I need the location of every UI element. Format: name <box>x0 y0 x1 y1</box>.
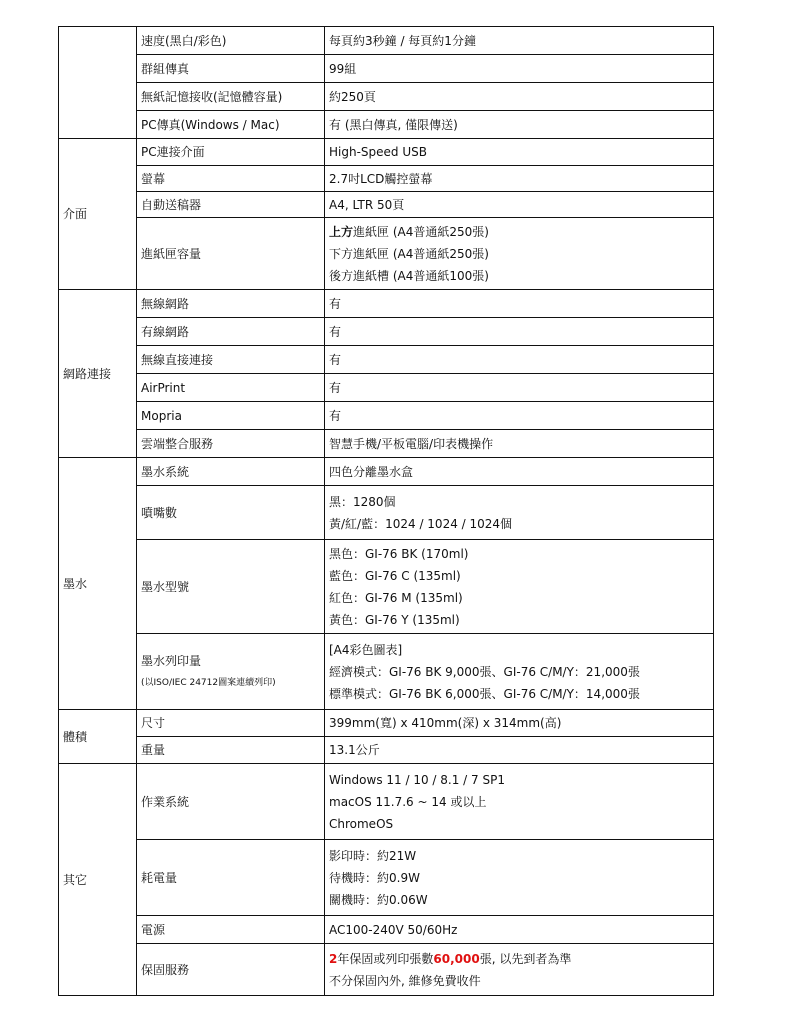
row-label-wired: 有線網路 <box>137 318 325 346</box>
row-value-supply: AC100-240V 50/60Hz <box>325 916 714 944</box>
ink-yield-label: 墨水列印量 <box>141 653 202 668</box>
row-value-nozzles <box>325 486 714 540</box>
row-label-ink-system: 墨水系統 <box>137 458 325 486</box>
warranty-pages: 60,000 <box>433 951 480 966</box>
row-value-cloud: 智慧手機/平板電腦/印表機操作 <box>325 430 714 458</box>
ink-yield-note: (以ISO/IEC 24712圖案連續列印) <box>141 677 276 688</box>
table-row <box>59 944 714 996</box>
ink-model-cyan: 藍色：GI-76 C (135ml) <box>329 568 461 583</box>
table-row <box>59 166 714 192</box>
row-value-group-fax: 99組 <box>325 55 714 83</box>
warranty-years: 2 <box>329 951 338 966</box>
row-value-pc-fax: 有 (黑白傳真, 僅限傳送) <box>325 111 714 139</box>
table-row <box>59 458 714 486</box>
table-row <box>59 290 714 318</box>
row-value-ink-yield <box>325 634 714 710</box>
row-label-pc-fax: PC傳真(Windows / Mac) <box>137 111 325 139</box>
row-label-size: 尺寸 <box>137 710 325 737</box>
power-off: 關機時：約0.06W <box>329 892 428 907</box>
table-row <box>59 346 714 374</box>
row-label-wireless: 無線網路 <box>137 290 325 318</box>
os-macos: macOS 11.7.6 ~ 14 或以上 <box>329 794 487 809</box>
table-row <box>59 430 714 458</box>
row-value-pc-interface: High-Speed USB <box>325 139 714 166</box>
row-label-adf: 自動送稿器 <box>137 192 325 218</box>
row-label-warranty: 保固服務 <box>137 944 325 996</box>
ink-model-yellow: 黃色：GI-76 Y (135ml) <box>329 612 460 627</box>
row-value-screen: 2.7吋LCD觸控螢幕 <box>325 166 714 192</box>
warranty-text-2: 張, 以先到者為準 <box>479 951 572 966</box>
ink-model-black: 黑色：GI-76 BK (170ml) <box>329 546 469 561</box>
category-interface: 介面 <box>59 139 137 290</box>
table-row <box>59 840 714 916</box>
warranty-line-1 <box>329 948 709 970</box>
row-label-direct: 無線直接連接 <box>137 346 325 374</box>
row-value-speed: 每頁約3秒鐘 / 每頁約1分鐘 <box>325 27 714 55</box>
table-row <box>59 764 714 840</box>
table-row <box>59 634 714 710</box>
table-row <box>59 27 714 55</box>
row-label-ink-yield <box>137 634 325 710</box>
ink-model-magenta: 紅色：GI-76 M (135ml) <box>329 590 463 605</box>
table-row <box>59 737 714 764</box>
category-other: 其它 <box>59 764 137 996</box>
row-label-mopria: Mopria <box>137 402 325 430</box>
ink-yield-chart: [A4彩色圖表] <box>329 642 403 657</box>
row-label-pc-interface: PC連接介面 <box>137 139 325 166</box>
table-row <box>59 218 714 290</box>
category-network: 網路連接 <box>59 290 137 458</box>
tray-top-bold: 上方 <box>329 224 354 239</box>
ink-yield-standard: 標準模式：GI-76 BK 6,000張、GI-76 C/M/Y：14,000張 <box>329 686 640 701</box>
row-label-weight: 重量 <box>137 737 325 764</box>
os-windows: Windows 11 / 10 / 8.1 / 7 SP1 <box>329 772 505 787</box>
row-value-ink-model <box>325 540 714 634</box>
row-value-power <box>325 840 714 916</box>
table-row <box>59 374 714 402</box>
table-row <box>59 710 714 737</box>
row-value-ink-system: 四色分離墨水盒 <box>325 458 714 486</box>
row-label-supply: 電源 <box>137 916 325 944</box>
row-value-os <box>325 764 714 840</box>
row-value-mopria: 有 <box>325 402 714 430</box>
row-value-wireless: 有 <box>325 290 714 318</box>
row-label-nozzles: 噴嘴數 <box>137 486 325 540</box>
ink-yield-eco: 經濟模式：GI-76 BK 9,000張、GI-76 C/M/Y：21,000張 <box>329 664 640 679</box>
table-row <box>59 486 714 540</box>
power-copy: 影印時：約21W <box>329 848 417 863</box>
table-row <box>59 111 714 139</box>
table-row <box>59 318 714 346</box>
row-label-cloud: 雲端整合服務 <box>137 430 325 458</box>
tray-bottom: 下方進紙匣 (A4普通紙250張) <box>329 246 489 261</box>
row-label-airprint: AirPrint <box>137 374 325 402</box>
table-row <box>59 540 714 634</box>
power-standby: 待機時：約0.9W <box>329 870 420 885</box>
row-value-size: 399mm(寬) x 410mm(深) x 314mm(高) <box>325 710 714 737</box>
row-value-adf: A4, LTR 50頁 <box>325 192 714 218</box>
table-row <box>59 192 714 218</box>
spec-table <box>58 26 714 996</box>
row-label-group-fax: 群組傳真 <box>137 55 325 83</box>
row-value-airprint: 有 <box>325 374 714 402</box>
row-value-paperless: 約250頁 <box>325 83 714 111</box>
nozzles-black: 黑：1280個 <box>329 494 396 509</box>
row-label-power: 耗電量 <box>137 840 325 916</box>
category-volume: 體積 <box>59 710 137 764</box>
category-cell-fax <box>59 27 137 139</box>
row-label-speed: 速度(黑白/彩色) <box>137 27 325 55</box>
nozzles-color: 黃/紅/藍：1024 / 1024 / 1024個 <box>329 516 513 531</box>
table-row <box>59 83 714 111</box>
category-ink: 墨水 <box>59 458 137 710</box>
os-chromeos: ChromeOS <box>329 816 394 831</box>
row-label-screen: 螢幕 <box>137 166 325 192</box>
row-value-weight: 13.1公斤 <box>325 737 714 764</box>
table-row <box>59 55 714 83</box>
row-value-warranty <box>325 944 714 996</box>
row-value-wired: 有 <box>325 318 714 346</box>
warranty-line-2: 不分保固內外, 維修免費收件 <box>329 973 481 988</box>
row-value-paper-tray <box>325 218 714 290</box>
row-label-paperless: 無紙記憶接收(記憶體容量) <box>137 83 325 111</box>
row-label-ink-model: 墨水型號 <box>137 540 325 634</box>
table-row <box>59 402 714 430</box>
row-value-direct: 有 <box>325 346 714 374</box>
warranty-text-1: 年保固或列印張數 <box>337 951 434 966</box>
table-row <box>59 916 714 944</box>
row-label-paper-tray: 進紙匣容量 <box>137 218 325 290</box>
tray-top-rest: 進紙匣 (A4普通紙250張) <box>353 224 489 239</box>
row-label-os: 作業系統 <box>137 764 325 840</box>
table-row <box>59 139 714 166</box>
tray-rear: 後方進紙槽 (A4普通紙100張) <box>329 268 489 283</box>
